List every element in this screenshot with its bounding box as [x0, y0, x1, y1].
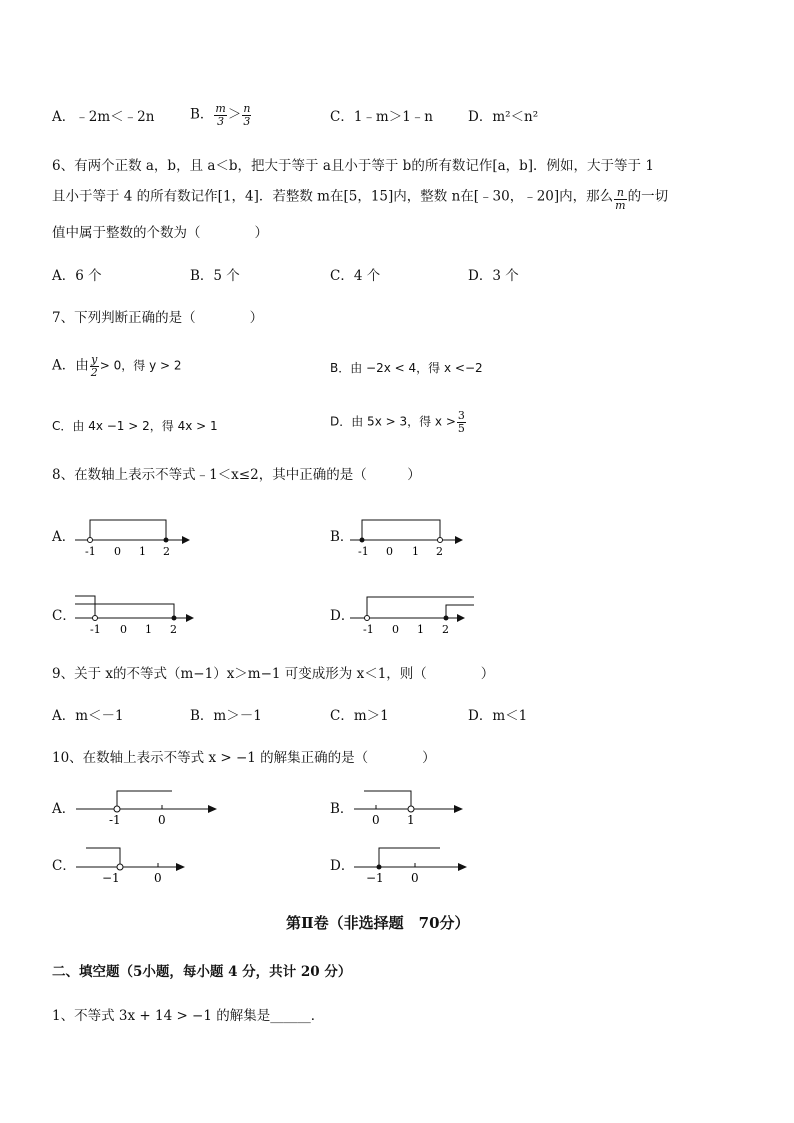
- q8-option-b-label: B．: [330, 529, 354, 545]
- q8-option-a-label: A．: [52, 529, 76, 545]
- frac-numerator: n: [614, 187, 626, 200]
- tick-label: 1: [407, 813, 415, 827]
- tick-label: 0: [158, 813, 166, 827]
- q5-option-d: D．m²＜n²: [468, 109, 539, 125]
- q6-fraction: [614, 187, 626, 211]
- frac-denominator: 5: [457, 421, 465, 435]
- tick-label: 2: [163, 545, 170, 558]
- q7-stem: 7、下列判断正确的是（ ）: [52, 310, 264, 326]
- frac-numerator: 3: [457, 409, 465, 422]
- q7-option-b-text: B．由 −2x < 4，得 x <−2: [330, 361, 483, 375]
- q5-option-b-frac2: [242, 103, 251, 127]
- tick-label: -1: [109, 813, 121, 827]
- tick-label: 0: [372, 813, 380, 827]
- frac-denominator: m: [615, 198, 626, 212]
- q7-option-c: [52, 420, 218, 434]
- tick-label: 0: [411, 871, 419, 885]
- q10-number-line-c: [72, 842, 192, 887]
- tick-label: 0: [114, 545, 121, 558]
- tick-label: 0: [120, 623, 127, 636]
- q6-stem-line2: [52, 187, 668, 211]
- q7-option-a-rest: > 0，得 y > 2: [99, 358, 182, 373]
- q6-option-d: D．3 个: [468, 268, 519, 284]
- frac-numerator: y: [91, 353, 98, 366]
- q9-option-d: D．m＜1: [468, 708, 528, 724]
- q6-option-c: C．4 个: [330, 268, 381, 284]
- tick-label: 0: [154, 871, 162, 885]
- q7-option-d-prefix: D．由 5x > 3，得 x >: [330, 414, 456, 429]
- tick-label: 0: [392, 623, 399, 636]
- frac-numerator: m: [215, 102, 226, 115]
- q6-stem-line1: 6、有两个正数 a，b，且 a＜b，把大于等于 a且小于等于 b的所有数记作[a，b]．例如，大于等于 1: [52, 158, 654, 174]
- q10-stem: 10、在数轴上表示不等式 x > −1 的解集正确的是（ ）: [52, 750, 436, 766]
- q10-number-line-a: [72, 785, 222, 830]
- q7-option-d: [330, 410, 467, 434]
- q8-option-c-label: C．: [52, 608, 76, 624]
- tick-label: -1: [363, 623, 374, 636]
- q7-option-c-text: C．由 4x −1 > 2，得 4x > 1: [52, 419, 218, 433]
- section-title: 第Ⅱ卷（非选择题 70分）: [286, 914, 470, 932]
- q10-option-a-label: A．: [52, 801, 76, 817]
- tick-label: 1: [145, 623, 152, 636]
- q6-stem-line3: 值中属于整数的个数为（ ）: [52, 225, 268, 241]
- q10-option-c-label: C．: [52, 858, 76, 874]
- fill-question-1: 1、不等式 3x + 14 > −1 的解集是______．: [52, 1008, 325, 1024]
- q10-number-line-b: [350, 785, 470, 830]
- q5-option-b-frac1: [214, 103, 226, 127]
- tick-label: 2: [436, 545, 443, 558]
- q9-stem: 9、关于 x的不等式（m−1）x＞m−1 可变成形为 x＜1，则（ ）: [52, 666, 495, 682]
- q7-option-a: [52, 354, 182, 378]
- frac-denominator: 3: [243, 114, 251, 128]
- tick-label: 1: [412, 545, 419, 558]
- tick-label: 2: [170, 623, 177, 636]
- q6-option-a: A．6 个: [52, 268, 102, 284]
- tick-label: -1: [358, 545, 369, 558]
- q10-number-line-d: [350, 842, 475, 887]
- q6-stem-line2-text: 且小于等于 4 的所有数记作[1，4]．若整数 m在[5，15]内，整数 n在[﹣30，﹣20]内，那么: [52, 188, 614, 205]
- q9-option-a: A．m＜－1: [52, 708, 124, 724]
- tick-label: 0: [386, 545, 393, 558]
- q7-option-a-frac: [90, 354, 99, 378]
- tick-label: −1: [366, 871, 384, 885]
- q5-option-c: C．1﹣m＞1﹣n: [330, 109, 434, 125]
- q5-option-b: [190, 103, 252, 127]
- tick-label: 1: [139, 545, 146, 558]
- frac-denominator: 3: [217, 114, 225, 128]
- q5-option-a: A．﹣2m＜﹣2n: [52, 109, 155, 125]
- q5-option-b-prefix: B．: [190, 106, 214, 123]
- q8-number-line-b: [345, 512, 475, 560]
- q6-option-b: B．5 个: [190, 268, 240, 284]
- frac-denominator: 2: [90, 365, 98, 379]
- tick-label: -1: [85, 545, 96, 558]
- tick-label: −1: [102, 871, 120, 885]
- q8-option-d-label: D．: [330, 608, 355, 624]
- greater-than-sign: ＞: [227, 106, 242, 123]
- q8-number-line-c: [70, 592, 200, 640]
- q8-number-line-a: [70, 512, 200, 560]
- q7-option-b: [330, 362, 483, 376]
- q8-stem: 8、在数轴上表示不等式﹣1＜x≤2，其中正确的是（ ）: [52, 467, 421, 483]
- q8-number-line-d: [345, 592, 480, 640]
- tick-label: -1: [90, 623, 101, 636]
- q7-option-a-prefix: A．由: [52, 357, 89, 374]
- part-heading: 二、填空题（5小题，每小题 4 分，共计 20 分）: [52, 964, 352, 980]
- tick-label: 1: [417, 623, 424, 636]
- q6-stem-line2-tail: 的一切: [627, 188, 669, 205]
- q10-option-d-label: D．: [330, 858, 355, 874]
- q9-option-b: B．m＞－1: [190, 708, 262, 724]
- q10-option-b-label: B．: [330, 801, 354, 817]
- q9-option-c: C．m＞1: [330, 708, 389, 724]
- tick-label: 2: [442, 623, 449, 636]
- frac-numerator: n: [243, 102, 251, 115]
- q7-option-d-frac: [457, 410, 466, 434]
